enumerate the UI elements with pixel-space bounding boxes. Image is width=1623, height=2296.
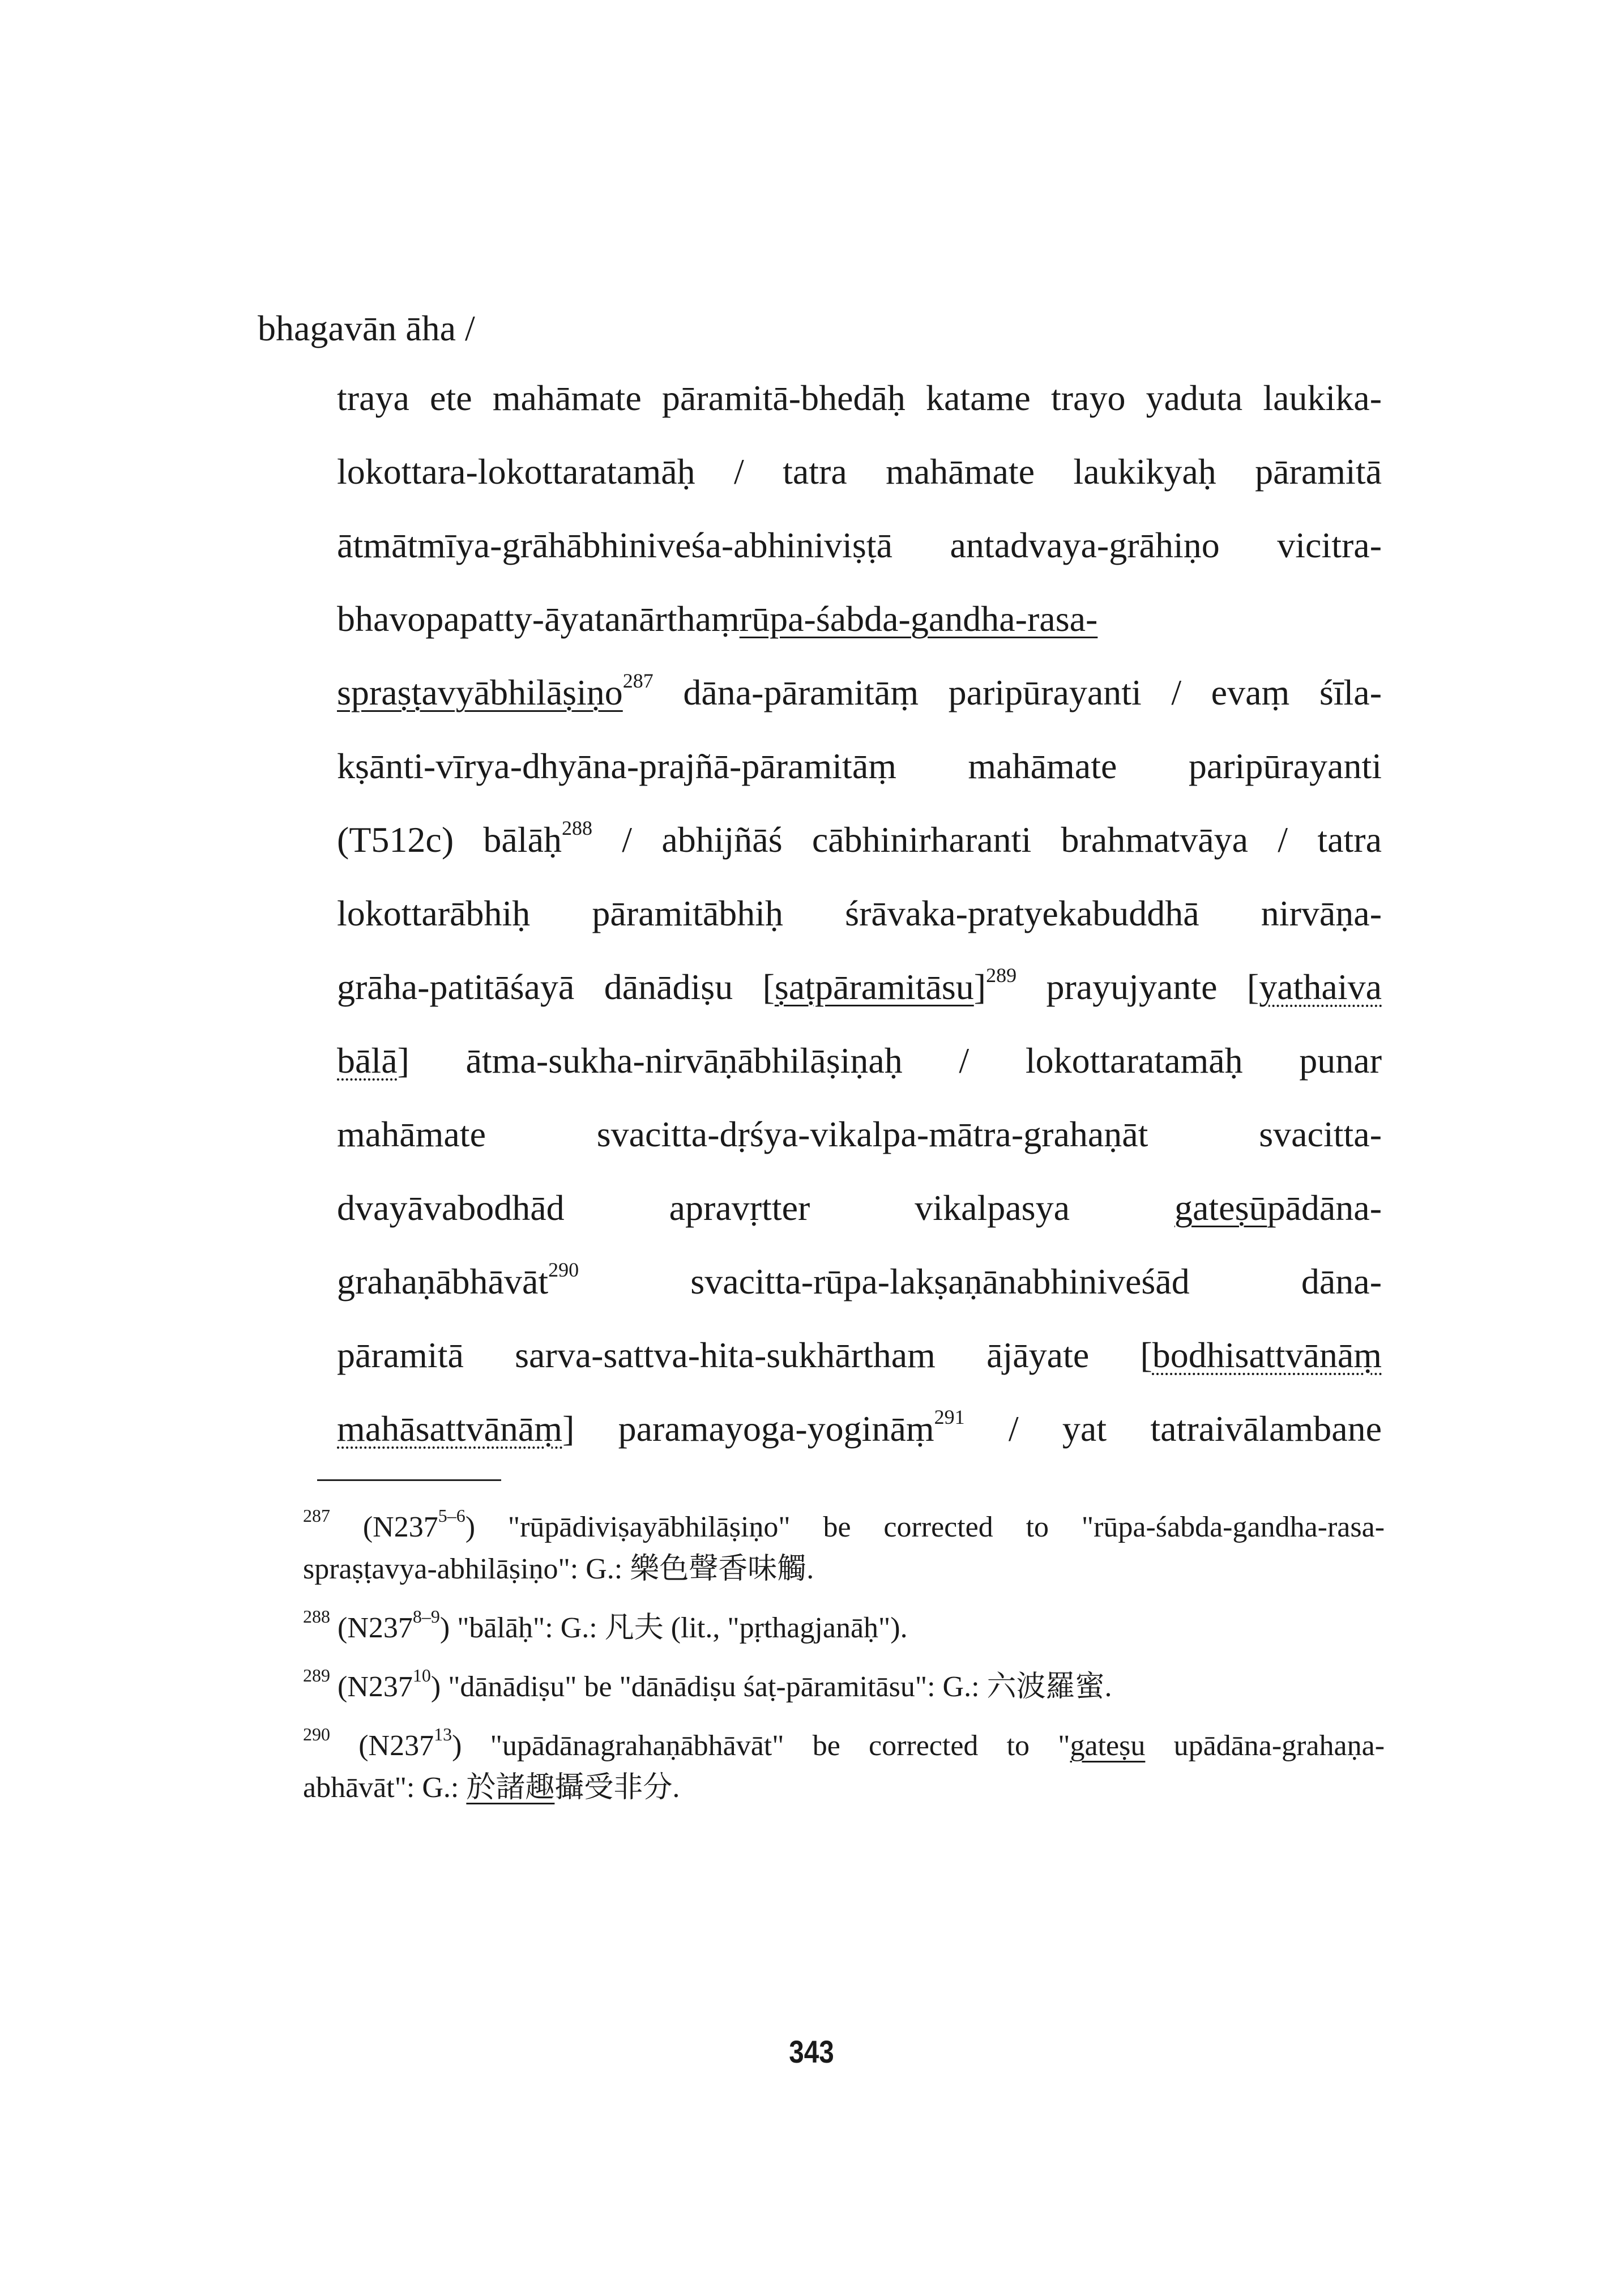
text-segment: grahaṇābhāvāt (337, 1261, 549, 1301)
text-segment: mahāmate svacitta-dṛśya-vikalpa-mātra-grahaṇāt svacitta- (337, 1114, 1382, 1154)
text-segment: ] paramayoga-yogināṃ (562, 1409, 934, 1449)
footnote-reference: 287 (303, 1505, 330, 1526)
text-segment: (T512c) bālāḥ (337, 820, 562, 860)
text-segment: dvayāvabodhād apravṛtter vikalpasya (337, 1188, 1174, 1228)
text-line (337, 582, 1382, 656)
footnote-line (303, 1767, 1385, 1809)
text-segment: grāha-patitāśayā dānādiṣu [ (337, 967, 775, 1007)
footnote-reference: 8–9 (412, 1606, 440, 1627)
text-segment: (N237 (330, 1730, 434, 1762)
footnote (303, 1607, 1385, 1649)
footnote-reference: 289 (986, 963, 1017, 987)
text-line (337, 803, 1382, 877)
main-sanskrit-text (337, 361, 1382, 1466)
text-segment: ) "rūpādiviṣayābhilāṣiṇo" be corrected to "rūpa-śabda-gandha-rasa- (465, 1511, 1385, 1543)
text-segment: / yat tatraivālambane (964, 1409, 1382, 1449)
underlined-text: rūpa-śabda-gandha-rasa- (739, 599, 1098, 639)
footnote-reference: 5–6 (438, 1505, 465, 1526)
footnote-line (303, 1666, 1385, 1708)
text-segment: upādāna-grahaṇa- (1145, 1730, 1385, 1762)
dotted-underlined-text: mahāsattvānāṃ (337, 1409, 563, 1449)
text-segment: ) "dānādiṣu" be "dānādiṣu śaṭ-pāramitāsu": G.: 六波羅蜜. (430, 1671, 1112, 1703)
footnote-line (303, 1507, 1385, 1548)
text-line (337, 1098, 1382, 1171)
text-segment: (N237 (330, 1511, 438, 1543)
footnote-line (303, 1607, 1385, 1649)
text-segment: pāramitā sarva-sattva-hita-sukhārtham ājāyate [ (337, 1335, 1152, 1375)
underlined-text: gateṣu (1070, 1730, 1146, 1762)
text-line (337, 1171, 1382, 1245)
footnote-reference: 289 (303, 1665, 330, 1685)
text-segment: ) "upādānagrahaṇābhāvāt" be corrected to " (452, 1730, 1070, 1762)
text-segment: (N237 (330, 1671, 413, 1703)
text-segment: lokottara-lokottaratamāḥ / tatra mahāmate laukikyaḥ pāramitā (337, 451, 1382, 492)
text-segment: lokottarābhiḥ pāramitābhiḥ śrāvaka-pratyekabuddhā nirvāṇa- (337, 893, 1382, 933)
footnote-reference: 10 (412, 1665, 431, 1685)
footnote-separator (317, 1479, 501, 1481)
text-segment: pādāna- (1267, 1188, 1382, 1228)
text-segment: (N237 (330, 1612, 413, 1644)
text-line (337, 1024, 1382, 1098)
text-line (337, 1392, 1382, 1466)
text-segment: prayujyante [ (1016, 967, 1259, 1007)
text-segment: ātmātmīya-grāhābhiniveśa-abhiniviṣṭā antadvaya-grāhiṇo vicitra- (337, 525, 1382, 565)
text-segment: ] (973, 967, 986, 1007)
text-line (337, 361, 1382, 435)
text-line (337, 435, 1382, 509)
text-segment: abhāvāt": G.: (303, 1772, 467, 1804)
footnote-reference: 288 (303, 1606, 330, 1627)
footnote (303, 1507, 1385, 1590)
text-segment: spraṣṭavya-abhilāṣiṇo": G.: 樂色聲香味觸. (303, 1553, 814, 1585)
text-line (337, 950, 1382, 1024)
footnote-line (303, 1548, 1385, 1590)
footnote-line (303, 1725, 1385, 1767)
text-segment: 攝受非分. (554, 1772, 680, 1804)
text-segment: traya ete mahāmate pāramitā-bhedāḥ katame trayo yaduta laukika- (337, 378, 1382, 418)
text-line (337, 656, 1382, 729)
text-segment: ] ātma-sukha-nirvāṇābhilāṣiṇaḥ / lokottaratamāḥ punar (397, 1040, 1382, 1081)
text-line (337, 877, 1382, 950)
footnote-reference: 290 (548, 1258, 579, 1281)
text-segment: / abhijñāś cābhinirharanti brahmatvāya / tatra (592, 820, 1382, 860)
underlined-text: spraṣṭavyābhilāṣiṇo (337, 672, 623, 712)
footnote-reference: 288 (562, 816, 592, 839)
footnote-reference: 291 (934, 1405, 965, 1428)
text-segment: dāna-pāramitāṃ paripūrayanti / evaṃ śīla- (653, 672, 1382, 712)
text-line (337, 1245, 1382, 1318)
dotted-underlined-text: yathaiva (1259, 967, 1382, 1007)
dotted-underlined-text: bodhisattvānāṃ (1152, 1335, 1382, 1375)
footnote (303, 1666, 1385, 1708)
text-segment: bhavopapatty-āyatanārthaṃ (337, 599, 740, 639)
text-line (337, 1318, 1382, 1392)
footnotes-section (303, 1507, 1385, 1826)
footnote-reference: 287 (622, 669, 654, 692)
text-line (337, 509, 1382, 582)
opening-line: bhagavān āha / (258, 308, 475, 348)
text-segment: svacitta-rūpa-lakṣaṇānabhiniveśād dāna- (579, 1261, 1382, 1301)
dotted-underlined-text: bālā (337, 1040, 398, 1081)
page-number: 343 (789, 2034, 834, 2069)
footnote-reference: 13 (434, 1723, 452, 1744)
text-segment: kṣānti-vīrya-dhyāna-prajñā-pāramitāṃ mahāmate paripūrayanti (337, 746, 1382, 786)
underlined-text: 於諸趣 (466, 1772, 555, 1804)
underlined-text: gateṣū (1174, 1188, 1267, 1228)
text-line (337, 729, 1382, 803)
text-segment: ) "bālāḥ": G.: 凡夫 (lit., "pṛthagjanāḥ"). (439, 1612, 908, 1644)
footnote (303, 1725, 1385, 1809)
footnote-reference: 290 (303, 1723, 330, 1744)
underlined-text: ṣaṭpāramitāsu (774, 967, 974, 1007)
